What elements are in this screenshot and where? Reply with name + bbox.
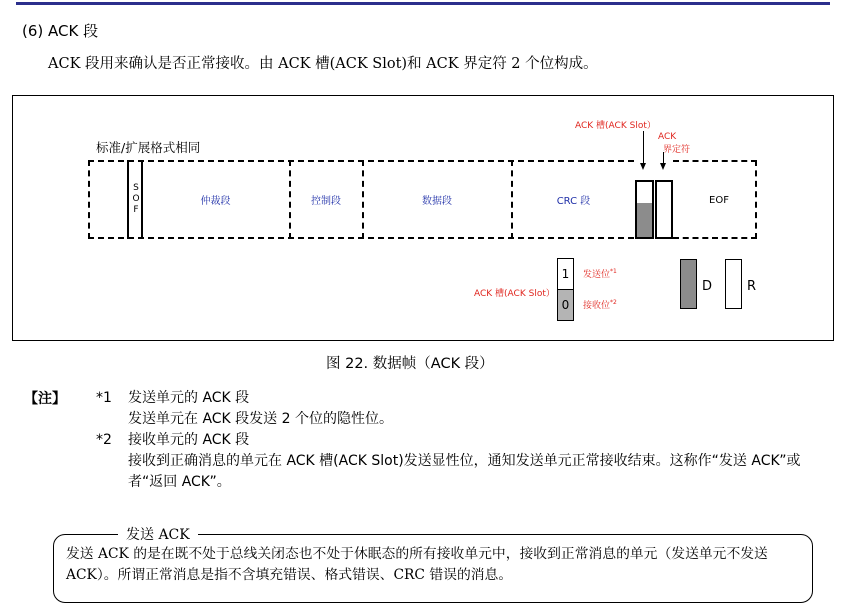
legend-bit-zero: 0 [557, 289, 574, 321]
note-2-mark: *2 [96, 432, 112, 448]
recessive-swatch [725, 259, 742, 309]
notes-heading: 【注】 [24, 391, 66, 407]
recessive-label: R [747, 279, 757, 294]
legend-slot-label: ACK 槽(ACK Slot） [474, 289, 555, 299]
note-1-body: 发送单元在 ACK 段发送 2 个位的隐性位。 [128, 411, 393, 427]
legend-transmit-bit: 发送位$^{*1}$ [583, 268, 617, 280]
figure-caption: 图 22. 数据帧（ACK 段） [326, 356, 494, 372]
legend-receive-bit: 接收位$^{*2}$ [583, 299, 617, 311]
section-intro: ACK 段用来确认是否正常接收。由 ACK 槽(ACK Slot)和 ACK 界定符 2 个位构成。 [48, 56, 598, 72]
ack-delimiter-bit [655, 180, 673, 239]
section-title: (6) ACK 段 [22, 22, 99, 40]
note-1-title: 发送单元的 ACK 段 [128, 390, 250, 406]
dominant-label: D [702, 279, 713, 294]
sof-left-divider [127, 160, 129, 239]
send-ack-box-body: 发送 ACK 的是在既不处于总线关闭态也不处于休眠态的所有接收单元中，接收到正常消息的单元（发送单元不发送 ACK）。所谓正常消息是指不含填充错误、格式错误、CRC 错误的消息。 [66, 546, 768, 583]
crc-field-label: CRC 段 [556, 196, 591, 207]
sof-field-label: S O F [132, 183, 140, 215]
dominant-swatch [680, 259, 697, 309]
ack-slot-arrow [643, 131, 644, 164]
control-field-label: 控制段 [311, 196, 341, 207]
ack-slot-callout: ACK 槽(ACK Slot） [575, 121, 656, 131]
ack-slot-dominant-fill [637, 203, 652, 237]
arbitration-field-label: 仲裁段 [200, 196, 231, 207]
top-rule [16, 2, 830, 5]
frame-end-edge [755, 160, 757, 239]
frame-start-edge [88, 160, 90, 239]
note-2-title: 接收单元的 ACK 段 [128, 432, 250, 448]
ack-delimiter-callout-2: 界定符 [663, 145, 691, 155]
send-ack-box-title: 发送 ACK [118, 524, 198, 544]
ack-slot-bit [635, 180, 654, 239]
eof-field-label: EOF [709, 195, 729, 206]
standard-format-label: 标准/扩展格式相同 [96, 140, 201, 155]
data-field-label: 数据段 [422, 196, 452, 207]
ack-delimiter-callout-1: ACK [658, 132, 677, 142]
note-1-mark: *1 [96, 390, 112, 406]
ack-delimiter-arrow [663, 152, 664, 164]
legend-bit-one: 1 [557, 258, 574, 290]
note-2-body: 接收到正确消息的单元在 ACK 槽(ACK Slot)发送显性位，通知发送单元正常接收结束。这称作“发送 ACK”或者“返回 ACK”。 [128, 453, 801, 490]
